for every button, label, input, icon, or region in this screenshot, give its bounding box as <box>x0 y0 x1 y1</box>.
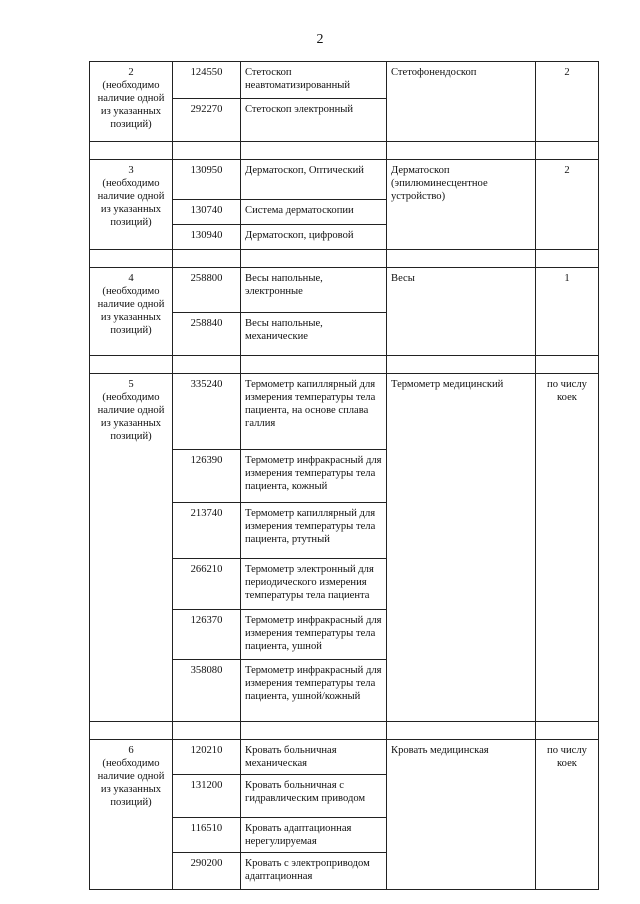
item-code: 292270 <box>173 99 241 142</box>
item-code: 130740 <box>173 200 241 225</box>
equipment-type: Стетофонендоскоп <box>387 62 536 142</box>
group-number-cell <box>90 374 173 722</box>
item-code: 131200 <box>173 775 241 818</box>
group-note: (необходимо наличие одной из указанных позиций) <box>97 80 165 130</box>
item-code: 130950 <box>173 160 241 200</box>
table-row <box>90 268 599 313</box>
group-note: (необходимо наличие одной из указанных позиций) <box>97 392 165 442</box>
item-code: 116510 <box>173 818 241 853</box>
item-name: Кровать больничная с гидравлическим приводом <box>241 775 387 818</box>
item-code: 130940 <box>173 225 241 250</box>
group-note: (необходимо наличие одной из указанных позиций) <box>97 178 165 228</box>
page-number: 2 <box>316 32 324 47</box>
item-name: Кровать адаптационная нерегулируемая <box>241 818 387 853</box>
equipment-type: Дерматоскоп (эпилюминесцентное устройство) <box>387 160 536 250</box>
table-row <box>90 160 599 200</box>
item-code: 266210 <box>173 559 241 610</box>
equipment-type: Кровать медицинская <box>387 740 536 890</box>
item-name: Система дерматоскопии <box>241 200 387 225</box>
group-number: 4 <box>128 273 134 284</box>
table-row <box>90 740 599 775</box>
group-note: (необходимо наличие одной из указанных позиций) <box>97 758 165 808</box>
group-number: 6 <box>128 745 134 756</box>
group-number-cell <box>90 62 173 142</box>
item-name: Термометр капиллярный для измерения температуры тела пациента, ртутный <box>241 503 387 559</box>
group-number-cell <box>90 740 173 890</box>
equipment-quantity: 1 <box>536 268 599 356</box>
group-note: (необходимо наличие одной из указанных позиций) <box>97 286 165 336</box>
group-separator <box>90 356 599 374</box>
item-code: 358080 <box>173 660 241 722</box>
group-separator <box>90 722 599 740</box>
item-name: Термометр инфракрасный для измерения температуры тела пациента, кожный <box>241 450 387 503</box>
equipment-table <box>89 61 599 890</box>
group-number-cell <box>90 268 173 356</box>
item-name: Весы напольные, электронные <box>241 268 387 313</box>
equipment-quantity: по числу коек <box>536 740 599 890</box>
group-separator <box>90 250 599 268</box>
item-name: Кровать с электроприводом адаптационная <box>241 853 387 890</box>
item-name: Дерматоскоп, Оптический <box>241 160 387 200</box>
item-name: Весы напольные, механические <box>241 313 387 356</box>
item-code: 126370 <box>173 610 241 660</box>
item-code: 335240 <box>173 374 241 450</box>
item-name: Дерматоскоп, цифровой <box>241 225 387 250</box>
equipment-type: Термометр медицинский <box>387 374 536 722</box>
equipment-quantity: по числу коек <box>536 374 599 722</box>
item-name: Термометр капиллярный для измерения температуры тела пациента, на основе сплава галлия <box>241 374 387 450</box>
item-name: Термометр электронный для периодического измерения температуры тела пациента <box>241 559 387 610</box>
group-separator <box>90 142 599 160</box>
table-row <box>90 62 599 99</box>
group-number: 3 <box>128 165 134 176</box>
group-number: 2 <box>128 67 134 78</box>
equipment-type: Весы <box>387 268 536 356</box>
table-row <box>90 374 599 450</box>
item-code: 213740 <box>173 503 241 559</box>
item-code: 290200 <box>173 853 241 890</box>
item-name: Стетоскоп неавтоматизированный <box>241 62 387 99</box>
group-number-cell <box>90 160 173 250</box>
item-name: Стетоскоп электронный <box>241 99 387 142</box>
group-number: 5 <box>128 379 134 390</box>
item-code: 258800 <box>173 268 241 313</box>
item-name: Термометр инфракрасный для измерения температуры тела пациента, ушной/кожный <box>241 660 387 722</box>
item-code: 124550 <box>173 62 241 99</box>
item-name: Термометр инфракрасный для измерения температуры тела пациента, ушной <box>241 610 387 660</box>
item-name: Кровать больничная механическая <box>241 740 387 775</box>
item-code: 258840 <box>173 313 241 356</box>
item-code: 126390 <box>173 450 241 503</box>
item-code: 120210 <box>173 740 241 775</box>
equipment-quantity: 2 <box>536 160 599 250</box>
equipment-quantity: 2 <box>536 62 599 142</box>
